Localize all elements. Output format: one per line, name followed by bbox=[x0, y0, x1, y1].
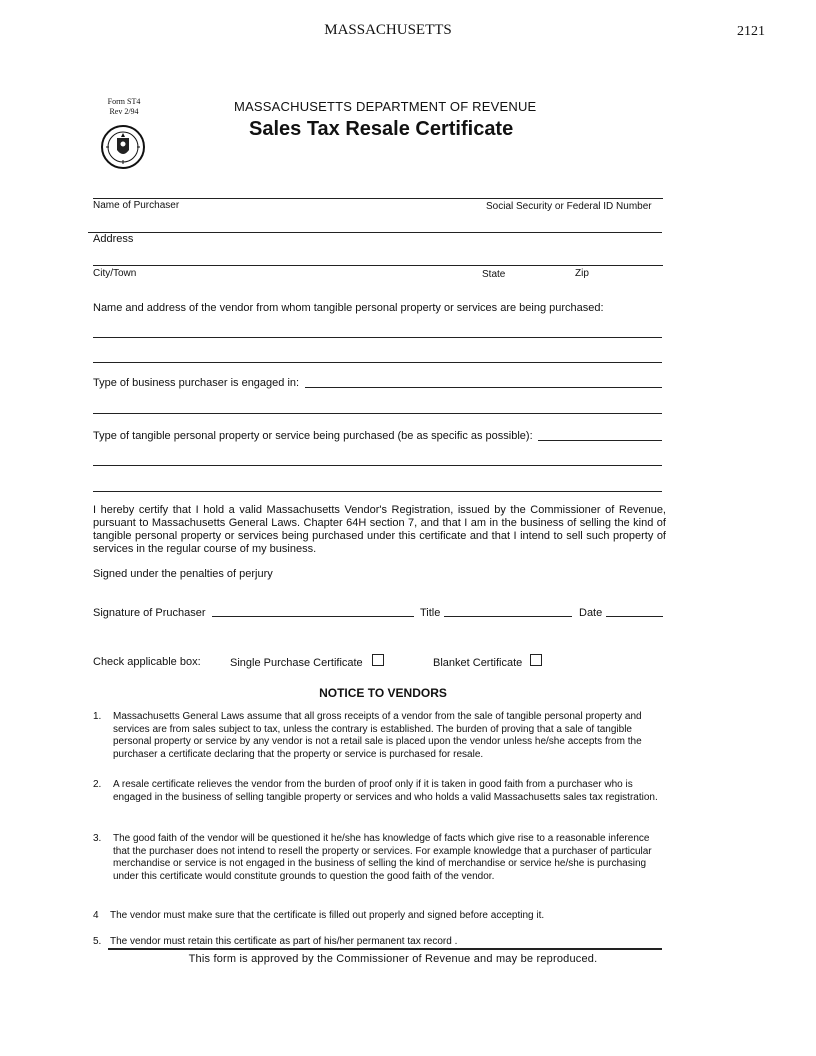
massachusetts-seal-icon bbox=[100, 124, 146, 170]
form-title: Sales Tax Resale Certificate bbox=[249, 118, 514, 140]
state-header: MASSACHUSETTS bbox=[324, 22, 452, 38]
city-town-label: City/Town bbox=[93, 268, 137, 279]
date-label: Date bbox=[579, 607, 603, 619]
type-of-property-label: Type of tangible personal property or service being purchased (be as specific as possible): bbox=[93, 430, 533, 442]
type-of-property-line-2[interactable] bbox=[93, 465, 662, 466]
blanket-certificate-label: Blanket Certificate bbox=[433, 657, 523, 669]
single-purchase-checkbox[interactable] bbox=[372, 654, 384, 666]
vendor-name-address-label: Name and address of the vendor from whom tangible personal property or services are being purchased: bbox=[93, 302, 604, 314]
date-line[interactable] bbox=[606, 616, 663, 617]
notice-divider bbox=[108, 948, 662, 950]
notice-number: 3. bbox=[93, 833, 102, 844]
check-box-label: Check applicable box: bbox=[93, 656, 201, 668]
type-of-business-label: Type of business purchaser is engaged in: bbox=[93, 377, 300, 389]
notice-heading: NOTICE TO VENDORS bbox=[319, 686, 447, 700]
notice-text: The good faith of the vendor will be questioned it he/she has knowledge of facts which give rise to a reasonable inference that the purchaser does not intend to resell the property or services. For example knowledge that a purchaser of particular merchandise or service is not engaged in the business of selling the kind of merchandise or service he/she is purchasing under this certificate would constitute grounds to question the good faith of the vendor. bbox=[113, 833, 652, 882]
address-label: Address bbox=[93, 233, 134, 245]
city-town-line[interactable] bbox=[93, 265, 663, 266]
notice-number: 4 bbox=[93, 910, 99, 921]
notice-text: The vendor must make sure that the certificate is filled out properly and signed before accepting it. bbox=[110, 910, 545, 921]
vendor-line-1[interactable] bbox=[93, 337, 662, 338]
notice-item-2 bbox=[93, 779, 666, 819]
title-line[interactable] bbox=[444, 616, 572, 617]
penalties-statement: Signed under the penalties of perjury bbox=[93, 568, 273, 580]
type-of-property-line-3[interactable] bbox=[93, 491, 662, 492]
single-purchase-label: Single Purchase Certificate bbox=[230, 657, 363, 669]
state-label: State bbox=[482, 269, 506, 280]
form-number: Form ST4 bbox=[107, 97, 141, 106]
notice-item-3 bbox=[93, 833, 666, 899]
type-of-business-line-2[interactable] bbox=[93, 413, 662, 414]
zip-label: Zip bbox=[575, 268, 589, 279]
notice-item-4 bbox=[93, 910, 666, 924]
notice-number: 2. bbox=[93, 779, 102, 790]
certification-statement: I hereby certify that I hold a valid Massachusetts Vendor's Registration, issued by the Commissioner of Revenue, pursuant to Massachusetts General Laws. Chapter 64H section 7, and that I am in the business of selling the kind of tangible personal property or services being purchased under this certificate and that I intend to sell such property of services in the regular course of my business. bbox=[93, 504, 666, 555]
purchaser-name-label: Name of Purchaser bbox=[93, 200, 180, 211]
purchaser-name-line[interactable] bbox=[93, 198, 663, 199]
type-of-property-line[interactable] bbox=[538, 440, 662, 441]
agency-name: MASSACHUSETTS DEPARTMENT OF REVENUE bbox=[234, 99, 537, 114]
notice-item-1 bbox=[93, 711, 666, 765]
vendor-line-2[interactable] bbox=[93, 362, 662, 363]
address-line[interactable] bbox=[88, 232, 662, 233]
notice-text: The vendor must retain this certificate as part of his/her permanent tax record . bbox=[110, 936, 458, 947]
page-number: 2121 bbox=[737, 24, 765, 39]
form-revision: Rev 2/94 bbox=[109, 107, 139, 116]
footer-approval: This form is approved by the Commissioner of Revenue and may be reproduced. bbox=[188, 953, 598, 965]
title-label: Title bbox=[420, 607, 441, 619]
notice-number: 5. bbox=[93, 936, 102, 947]
blanket-certificate-checkbox[interactable] bbox=[530, 654, 542, 666]
federal-id-label: Social Security or Federal ID Number bbox=[486, 201, 652, 212]
notice-number: 1. bbox=[93, 711, 102, 722]
signature-line[interactable] bbox=[212, 616, 414, 617]
notice-text: A resale certificate relieves the vendor from the burden of proof only if it is taken in good faith from a purchaser who is engaged in the business of selling tangible property or services and who holds a valid Massachusetts sales tax registration. bbox=[113, 779, 658, 803]
notice-text: Massachusetts General Laws assume that all gross receipts of a vendor from the sale of tangible personal property and services are from sales subject to tax, unless the contrary is established. The burden of proving that a sale of tangible personal property or service by any vendor is not a retail sale is placed upon the vendor unless he/she accepts from the purchaser a certificate declaring that the property or service is purchased for resale. bbox=[113, 711, 642, 760]
type-of-business-line[interactable] bbox=[305, 387, 662, 388]
signature-label: Signature of Pruchaser bbox=[93, 607, 206, 619]
